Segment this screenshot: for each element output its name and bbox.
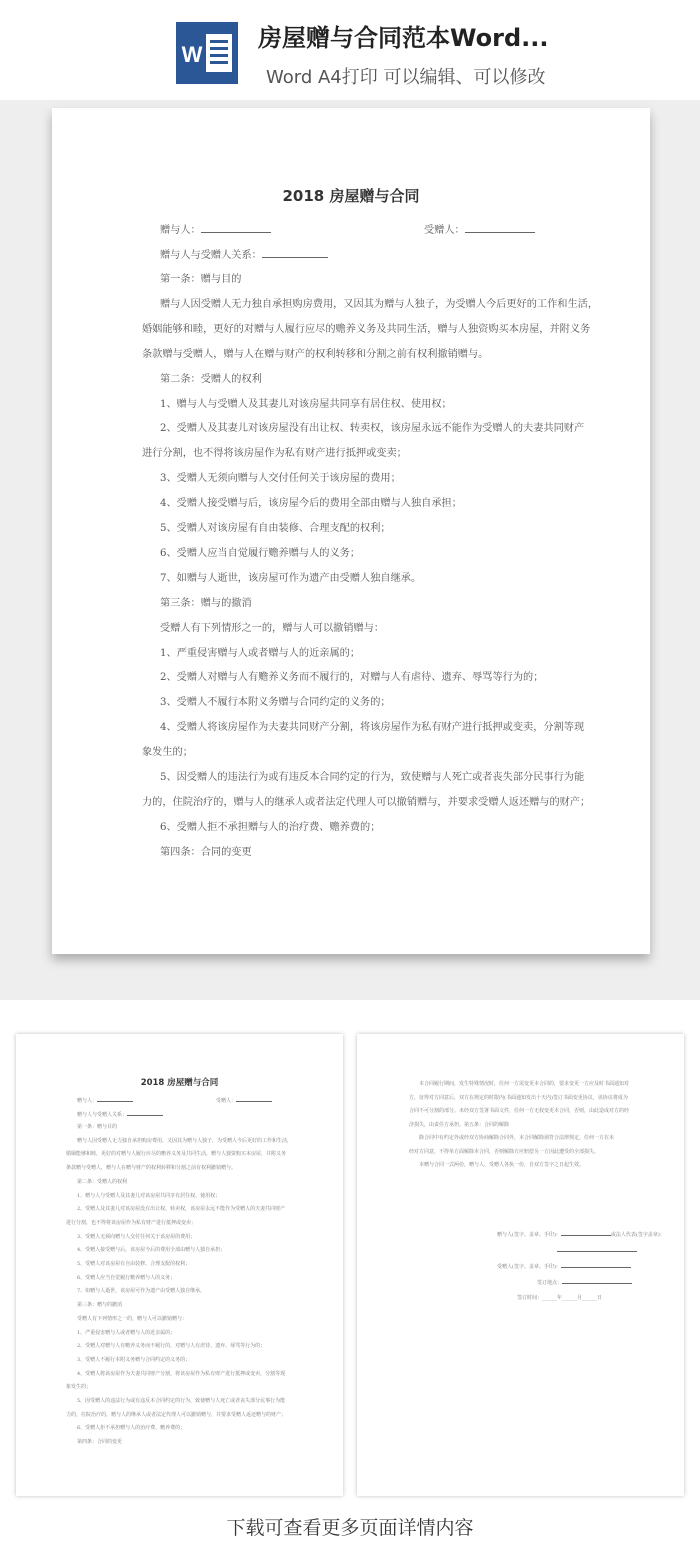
body-line: 3、受赠人无须向赠与人交付任何关于该房屋的费用；: [160, 473, 401, 485]
body-line: 条款赠与受赠人，赠与人在赠与财产的权利转移和分割之前有权利撤销赠与。: [66, 1165, 237, 1172]
body-line: 婚姻能够和睦，更好的对赠与人履行应尽的赡养义务及共同生活，赠与人独资购买本房屋，并附义务: [142, 323, 591, 335]
body-line: 3、受赠人无须向赠与人交付任何关于该房屋的费用；: [77, 1233, 196, 1240]
body-line: 婚姻能够和睦，更好的对赠与人履行应尽的赡养义务及共同生活，赠与人独资购买本房屋，并附义务: [66, 1151, 287, 1158]
body-line: 济损失，由责任方承担。第五条：合同的解除: [409, 1121, 510, 1128]
donor-blank: [201, 222, 271, 233]
body-line: 赠与人因受赠人无力独自承担购房费用，又因其为赠与人独子，为受赠人今后更好的工作和生活，: [160, 298, 599, 310]
body-line: 6、受赠人应当自觉履行赡养赠与人的义务；: [77, 1274, 176, 1281]
donee-label: 受赠人：: [424, 225, 465, 236]
body-line: 6、受赠人拒不承担赠与人的治疗费、赡养费的；: [160, 821, 381, 833]
section-heading: 第三条：赠与的撤消: [77, 1302, 123, 1309]
body-line: 1、严重侵害赠与人或者赠与人的近亲属的；: [160, 647, 361, 659]
body-line: 5、受赠人对该房屋有自由装修、合理支配的权利；: [77, 1261, 191, 1267]
body-line: 力的，住院治疗的，赠与人的继承人或者法定代理人可以撤销赠与，并要求受赠人返还赠与的财产；: [142, 796, 591, 808]
download-hint: 下载可查看更多页面详情内容: [226, 1517, 474, 1539]
donee-blank: [465, 222, 535, 233]
body-line: 2、受赠人及其妻儿对该房屋没有出让权、转卖权，该房屋永远不能作为受赠人的夫妻共同财产: [77, 1206, 286, 1213]
body-line: 象发生的；: [66, 1384, 92, 1391]
body-line: 5、因受赠人的违法行为或有违反本合同约定的行为，致使赠与人死亡或者丧失部分民事行为能: [77, 1398, 286, 1404]
body-line: 4、受赠人将该房屋作为夫妻共同财产分割，将该房屋作为私有财产进行抵押或变卖，分割等现: [160, 722, 585, 734]
body-line: 本赠与合同一式两份，赠与人、受赠人各执一份，自双方签字之日起生效。: [419, 1162, 585, 1168]
section-heading: 第三条：赠与的撤消: [160, 597, 252, 609]
body-line: 除合同中有约定外或经双方协商解除合同外，本合同解除须符合法律规定，任何一方在未: [419, 1135, 615, 1141]
body-line: 6、受赠人拒不承担赠与人的治疗费、赡养费的；: [77, 1425, 186, 1432]
body-line: 合同不可分割的部分。未经双方签署书面文件，任何一方无权变更本合同，否则，由此造成对方的经: [409, 1108, 630, 1114]
body-line: 力的，住院治疗的，赠与人的继承人或者法定代理人可以撤销赠与，并要求受赠人返还赠与的财产；: [66, 1411, 287, 1418]
relation-label: 赠与人与受赠人关系：: [160, 250, 262, 261]
body-line: 3、受赠人不履行本附义务赠与合同约定的义务的；: [77, 1356, 191, 1363]
signature-place: 签订地点：: [537, 1278, 632, 1286]
page-subtitle: Word A4打印 可以编辑、可以修改: [266, 67, 546, 88]
document-title: 2018 房屋赠与合同: [282, 187, 420, 205]
body-line: 方，征得对方同意后，双方在规定的时限内(书面通知发出十天内)签订书面变更协议，该协议将成为: [409, 1094, 628, 1101]
body-line: 2、受赠人及其妻儿对该房屋没有出让权、转卖权，该房屋永远不能作为受赠人的夫妻共同财产: [160, 423, 585, 435]
thumbnail-relation-field: 赠与人与受赠人关系：: [77, 1110, 163, 1118]
signature-date: 签订时间：______年______月______日: [517, 1295, 603, 1301]
section-heading: 第四条：合同的变更: [160, 846, 252, 858]
thumbnail-title: 2018 房屋赠与合同: [140, 1078, 219, 1088]
section-heading: 第一条：赠与目的: [160, 274, 242, 285]
page-title: 房屋赠与合同范本Word...: [258, 24, 549, 52]
body-line: 1、严重侵害赠与人或者赠与人的近亲属的；: [77, 1329, 176, 1336]
document-page-main: [52, 108, 650, 954]
header-bar: [0, 0, 700, 100]
body-line: 1、赠与人与受赠人及其妻儿对该房屋共同享有居住权、使用权；: [160, 398, 452, 410]
body-line: 进行分割，也不得将该房屋作为私有财产进行抵押或变卖；: [66, 1219, 197, 1226]
relation-blank: [262, 247, 328, 258]
body-line: 1、赠与人与受赠人及其妻儿对该房屋共同享有居住权、使用权；: [77, 1192, 221, 1199]
body-line: 6、受赠人应当自觉履行赡养赠与人的义务；: [160, 547, 361, 559]
body-line: 5、受赠人对该房屋有自由装修、合理支配的权利；: [160, 523, 391, 534]
signature-donee: 受赠人(签字、盖章、手印)：: [497, 1262, 631, 1270]
body-line: 进行分割，也不得将该房屋作为私有财产进行抵押或变卖；: [142, 448, 407, 460]
body-line: 7、如赠与人逝世，该房屋可作为遗产由受赠人独自继承。: [160, 572, 422, 584]
section-heading: 第二条：受赠人的权利: [160, 373, 262, 385]
body-line: 4、受赠人将该房屋作为夫妻共同财产分割，将该房屋作为私有财产进行抵押或变卖，分割等现: [77, 1370, 286, 1377]
body-line: 受赠人有下列情形之一的，赠与人可以撤销赠与：: [160, 622, 385, 634]
section-heading: 第一条：赠与目的: [77, 1124, 118, 1130]
body-line: 受赠人有下列情形之一的，赠与人可以撤销赠与：: [77, 1315, 188, 1322]
relation-field: [160, 246, 328, 261]
body-line: 赠与人因受赠人无力独自承担购房费用，又因其为赠与人独子，为受赠人今后更好的工作和生活，: [77, 1137, 293, 1144]
thumbnail-donor-field: 赠与人：: [77, 1096, 133, 1104]
body-line: 条款赠与受赠人，赠与人在赠与财产的权利转移和分割之前有权利撤销赠与。: [142, 348, 489, 360]
donor-label: 赠与人：: [160, 225, 201, 236]
signature-blank-1: [557, 1246, 637, 1254]
thumbnail-page-1[interactable]: [16, 1034, 343, 1496]
word-icon: [176, 22, 238, 84]
signature-donor: 赠与人(签字、盖章、手印)： 或法人代表(签字盖章)：: [497, 1232, 665, 1238]
body-line: 3、受赠人不履行本附义务赠与合同约定的义务的；: [160, 697, 391, 709]
body-line: 象发生的；: [142, 747, 193, 759]
body-line: 4、受赠人接受赠与后，该房屋今后的费用全部由赠与人独自承担；: [160, 498, 462, 510]
thumbnail-donee-field: 受赠人：: [216, 1096, 272, 1104]
body-line: 7、如赠与人逝世，该房屋可作为遗产由受赠人独自继承。: [77, 1288, 206, 1295]
section-heading: 第四条：合同的变更: [77, 1439, 123, 1446]
body-line: 4、受赠人接受赠与后，该房屋今后的费用全部由赠与人独自承担；: [77, 1247, 226, 1254]
donee-field: [424, 221, 535, 236]
svg-text:W: W: [181, 42, 203, 67]
body-line: 经对方同意，不得单方面解除本合同，否则解除方应赔偿另一方因此遭受的全部损失。: [409, 1148, 600, 1155]
thumbnail-page-2[interactable]: [357, 1034, 684, 1496]
section-heading: 第二条：受赠人的权利: [77, 1178, 128, 1185]
body-line: 5、因受赠人的违法行为或有违反本合同约定的行为，致使赠与人死亡或者丧失部分民事行为能: [160, 772, 585, 783]
body-line: 本合同履行期间，发生特殊情况时，任何一方需变更本合同的，要求变更一方应及时书面通知对: [419, 1081, 630, 1087]
body-line: 2、受赠人对赠与人有赡养义务而不履行的，对赠与人有虐待、遗弃、辱骂等行为的；: [160, 672, 544, 684]
body-line: 2、受赠人对赠与人有赡养义务而不履行的，对赠与人有虐待、遗弃、辱骂等行为的；: [77, 1343, 266, 1350]
donor-field: [160, 221, 271, 236]
